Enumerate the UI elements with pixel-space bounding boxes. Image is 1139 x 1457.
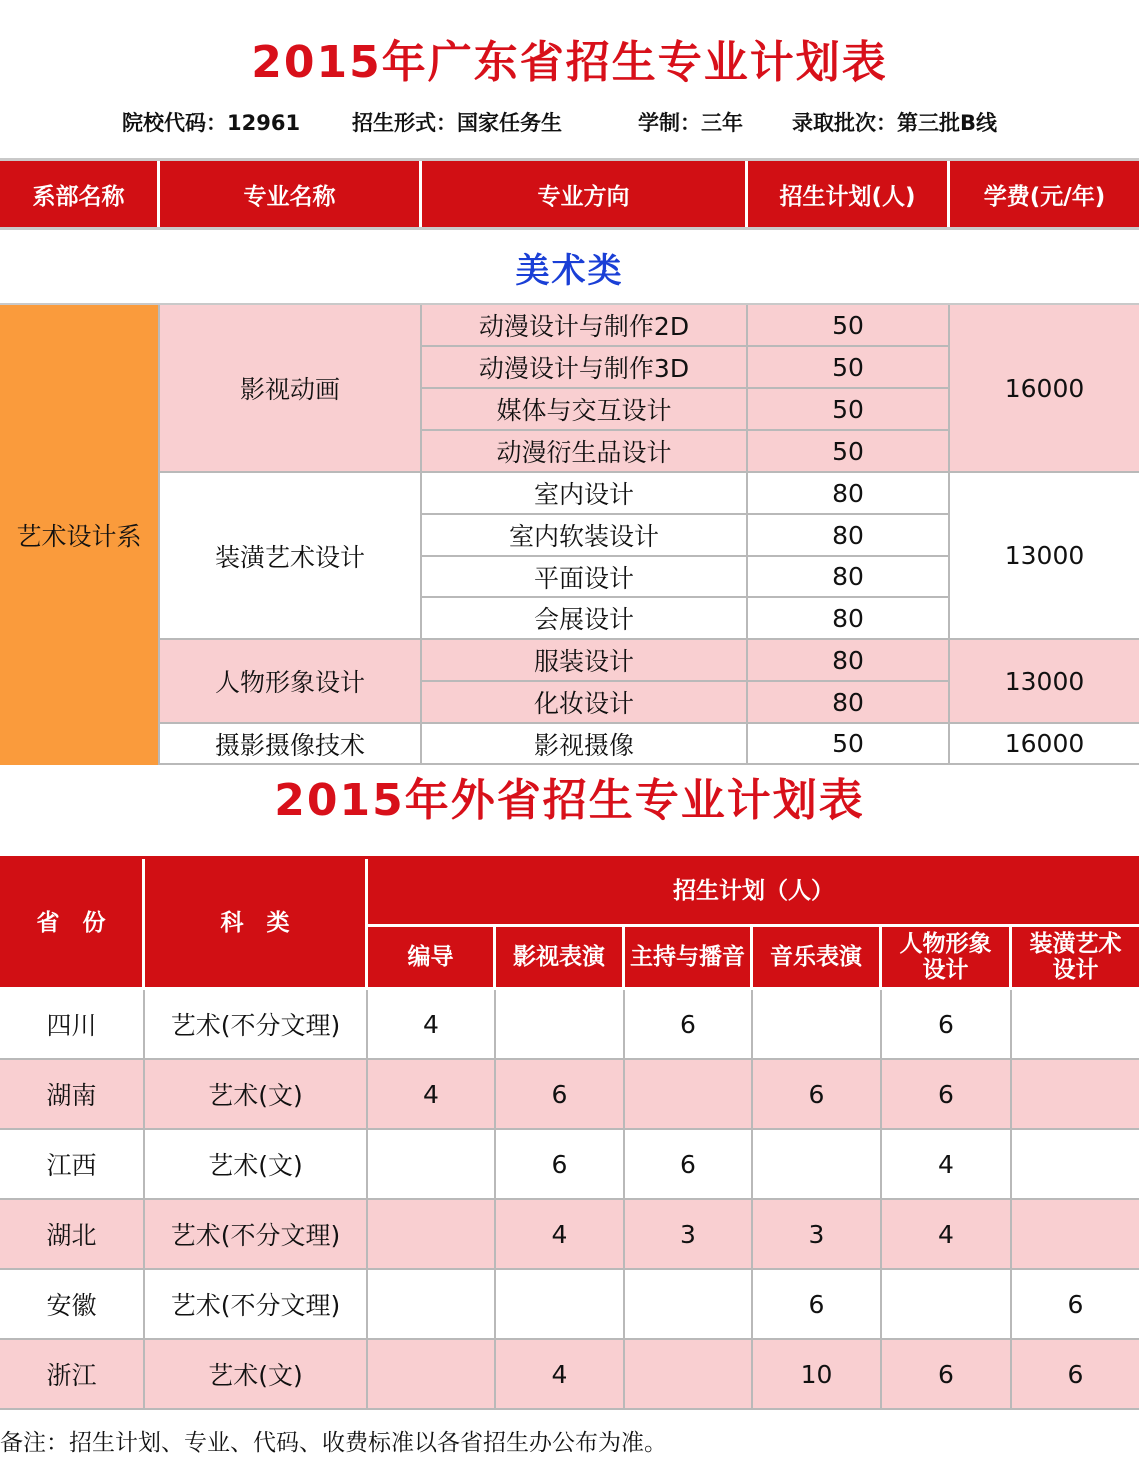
- plan-count-cell: [625, 1340, 753, 1410]
- department-cell: 艺术设计系: [0, 305, 160, 765]
- header-direction: 专业方向: [422, 161, 748, 227]
- out-plan-title: 2015年外省招生专业计划表: [274, 775, 865, 826]
- plan-cell: 80: [748, 473, 950, 515]
- plan-count-cell: 4: [496, 1340, 625, 1410]
- plan-count-cell: [753, 1130, 882, 1200]
- plan-count-cell: 10: [753, 1340, 882, 1410]
- major-image-design: 人物形象设计: [160, 640, 422, 724]
- out-col-header: 装潢艺术设计: [1012, 927, 1139, 990]
- plan-count-cell: [496, 1270, 625, 1340]
- province-cell: 湖北: [0, 1200, 145, 1270]
- direction-row: 室内软装设计: [422, 515, 748, 557]
- plan-count-cell: 6: [625, 990, 753, 1060]
- subject-cell: 艺术(文): [145, 1340, 368, 1410]
- out-col-header: 影视表演: [496, 927, 625, 990]
- plan-count-cell: 6: [496, 1130, 625, 1200]
- plan-count-cell: 4: [882, 1130, 1012, 1200]
- direction-row: 化妆设计: [422, 682, 748, 724]
- footnote: 备注：招生计划、专业、代码、收费标准以各省招生办公布为准。: [0, 1429, 667, 1456]
- major-decoration-design: 装潢艺术设计: [160, 473, 422, 640]
- plan-count-cell: [1012, 1200, 1139, 1270]
- plan-cell: 50: [748, 389, 950, 431]
- plan-count-cell: 4: [882, 1200, 1012, 1270]
- direction-row: 影视摄像: [422, 724, 748, 765]
- plan-count-cell: [1012, 1130, 1139, 1200]
- province-cell: 安徽: [0, 1270, 145, 1340]
- fee-animation: 16000: [950, 305, 1139, 473]
- out-header-province: 省 份: [0, 859, 145, 990]
- plan-count-cell: 3: [753, 1200, 882, 1270]
- fee-image-design: 13000: [950, 640, 1139, 724]
- plan-count-cell: 6: [753, 1060, 882, 1130]
- plan-count-cell: 6: [753, 1270, 882, 1340]
- out-col-header: 人物形象设计: [882, 927, 1012, 990]
- subject-cell: 艺术(文): [145, 1060, 368, 1130]
- out-header-subject: 科 类: [145, 859, 368, 990]
- plan-cell: 50: [748, 347, 950, 389]
- plan-count-cell: [368, 1130, 496, 1200]
- fee-photography: 16000: [950, 724, 1139, 765]
- plan-cell: 50: [748, 431, 950, 473]
- header-plan: 招生计划(人): [748, 161, 950, 227]
- plan-cell: 80: [748, 640, 950, 682]
- gd-plan-title: 2015年广东省招生专业计划表: [251, 37, 888, 88]
- direction-row: 平面设计: [422, 557, 748, 598]
- major-photography: 摄影摄像技术: [160, 724, 422, 765]
- subject-cell: 艺术(不分文理): [145, 990, 368, 1060]
- direction-row: 媒体与交互设计: [422, 389, 748, 431]
- plan-count-cell: [496, 990, 625, 1060]
- plan-count-cell: 4: [496, 1200, 625, 1270]
- plan-count-cell: 6: [1012, 1270, 1139, 1340]
- plan-count-cell: 6: [625, 1130, 753, 1200]
- enrollment-type: 招生形式：国家任务生: [352, 111, 562, 135]
- direction-row: 服装设计: [422, 640, 748, 682]
- province-cell: 江西: [0, 1130, 145, 1200]
- header-major: 专业名称: [160, 161, 422, 227]
- category-title: 美术类: [515, 250, 624, 291]
- province-cell: 浙江: [0, 1340, 145, 1410]
- plan-count-cell: [1012, 990, 1139, 1060]
- subject-cell: 艺术(不分文理): [145, 1270, 368, 1340]
- out-col-header: 编导: [368, 927, 496, 990]
- out-header-plan: 招生计划（人）: [368, 859, 1139, 927]
- plan-count-cell: 3: [625, 1200, 753, 1270]
- plan-cell: 50: [748, 305, 950, 347]
- plan-cell: 80: [748, 598, 950, 640]
- plan-count-cell: 6: [882, 1340, 1012, 1410]
- study-length: 学制：三年: [638, 111, 743, 135]
- plan-count-cell: [1012, 1060, 1139, 1130]
- plan-count-cell: [368, 1270, 496, 1340]
- plan-count-cell: [368, 1340, 496, 1410]
- plan-count-cell: [625, 1060, 753, 1130]
- plan-count-cell: [882, 1270, 1012, 1340]
- plan-count-cell: [368, 1200, 496, 1270]
- direction-row: 会展设计: [422, 598, 748, 640]
- header-fee: 学费(元/年): [950, 161, 1139, 227]
- plan-cell: 80: [748, 515, 950, 557]
- admission-batch: 录取批次：第三批B线: [792, 111, 998, 135]
- plan-count-cell: 6: [882, 990, 1012, 1060]
- fee-decoration: 13000: [950, 473, 1139, 640]
- plan-count-cell: 6: [496, 1060, 625, 1130]
- plan-cell: 50: [748, 724, 950, 765]
- subject-cell: 艺术(文): [145, 1130, 368, 1200]
- plan-count-cell: 4: [368, 990, 496, 1060]
- plan-count-cell: 4: [368, 1060, 496, 1130]
- direction-row: 动漫衍生品设计: [422, 431, 748, 473]
- plan-count-cell: 6: [1012, 1340, 1139, 1410]
- direction-row: 动漫设计与制作3D: [422, 347, 748, 389]
- out-col-header: 音乐表演: [753, 927, 882, 990]
- plan-count-cell: [753, 990, 882, 1060]
- province-cell: 四川: [0, 990, 145, 1060]
- school-code: 院校代码：12961: [122, 111, 301, 135]
- subject-cell: 艺术(不分文理): [145, 1200, 368, 1270]
- plan-count-cell: [625, 1270, 753, 1340]
- direction-row: 动漫设计与制作2D: [422, 305, 748, 347]
- header-department: 系部名称: [0, 161, 160, 227]
- province-cell: 湖南: [0, 1060, 145, 1130]
- out-col-header: 主持与播音: [625, 927, 753, 990]
- direction-row: 室内设计: [422, 473, 748, 515]
- major-animation: 影视动画: [160, 305, 422, 473]
- plan-cell: 80: [748, 682, 950, 724]
- plan-cell: 80: [748, 557, 950, 598]
- plan-count-cell: 6: [882, 1060, 1012, 1130]
